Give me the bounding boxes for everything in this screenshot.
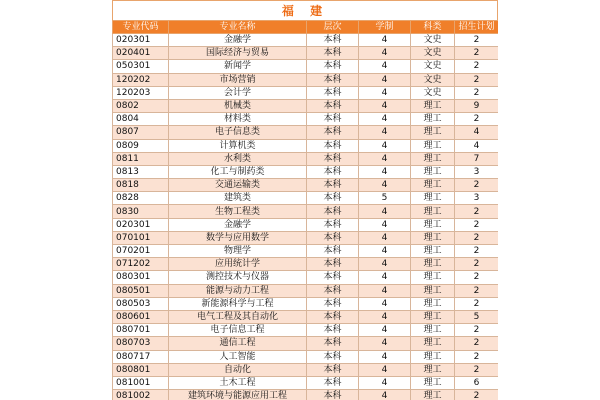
cell-level: 本科 [307, 47, 359, 60]
cell-duration: 4 [359, 73, 411, 86]
cell-duration: 4 [359, 165, 411, 178]
cell-major-code: 071202 [113, 258, 169, 271]
cell-major-name: 能源与动力工程 [169, 284, 307, 297]
cell-enrollment-plan: 2 [455, 231, 499, 244]
cell-enrollment-plan: 2 [455, 34, 499, 47]
cell-enrollment-plan: 5 [455, 310, 499, 323]
cell-major-name: 交通运输类 [169, 179, 307, 192]
cell-level: 本科 [307, 363, 359, 376]
cell-enrollment-plan: 2 [455, 47, 499, 60]
cell-enrollment-plan: 2 [455, 363, 499, 376]
admission-plan-table [112, 20, 498, 400]
header-duration: 学制 [359, 21, 411, 34]
header-major-name: 专业名称 [169, 21, 307, 34]
table-row [113, 245, 499, 258]
cell-duration: 4 [359, 205, 411, 218]
cell-major-code: 050301 [113, 60, 169, 73]
cell-category: 文史 [411, 60, 455, 73]
cell-category: 文史 [411, 34, 455, 47]
cell-major-code: 080717 [113, 350, 169, 363]
cell-category: 理工 [411, 271, 455, 284]
table-header-row [113, 21, 499, 34]
cell-enrollment-plan: 2 [455, 73, 499, 86]
cell-major-name: 电子信息工程 [169, 324, 307, 337]
cell-level: 本科 [307, 231, 359, 244]
cell-major-name: 人工智能 [169, 350, 307, 363]
cell-category: 理工 [411, 179, 455, 192]
cell-major-name: 测控技术与仪器 [169, 271, 307, 284]
cell-major-name: 通信工程 [169, 337, 307, 350]
cell-major-code: 080301 [113, 271, 169, 284]
cell-major-code: 081001 [113, 376, 169, 389]
cell-category: 理工 [411, 139, 455, 152]
cell-category: 文史 [411, 86, 455, 99]
table-row [113, 139, 499, 152]
cell-enrollment-plan: 2 [455, 60, 499, 73]
table-row [113, 297, 499, 310]
cell-duration: 4 [359, 99, 411, 112]
cell-major-code: 0809 [113, 139, 169, 152]
header-major-code: 专业代码 [113, 21, 169, 34]
table-row [113, 165, 499, 178]
cell-level: 本科 [307, 86, 359, 99]
cell-major-name: 金融学 [169, 218, 307, 231]
cell-major-code: 120203 [113, 86, 169, 99]
cell-major-name: 建筑类 [169, 192, 307, 205]
cell-major-name: 市场营销 [169, 73, 307, 86]
cell-major-code: 080801 [113, 363, 169, 376]
cell-level: 本科 [307, 324, 359, 337]
cell-category: 理工 [411, 126, 455, 139]
table-row [113, 350, 499, 363]
cell-major-code: 0830 [113, 205, 169, 218]
cell-duration: 4 [359, 376, 411, 389]
cell-major-code: 0807 [113, 126, 169, 139]
cell-major-name: 国际经济与贸易 [169, 47, 307, 60]
cell-level: 本科 [307, 350, 359, 363]
cell-level: 本科 [307, 258, 359, 271]
cell-category: 理工 [411, 165, 455, 178]
cell-level: 本科 [307, 284, 359, 297]
table-row [113, 192, 499, 205]
cell-major-name: 水利类 [169, 152, 307, 165]
cell-level: 本科 [307, 113, 359, 126]
cell-level: 本科 [307, 192, 359, 205]
table-row [113, 231, 499, 244]
cell-major-code: 070201 [113, 245, 169, 258]
cell-enrollment-plan: 2 [455, 337, 499, 350]
cell-duration: 4 [359, 47, 411, 60]
cell-major-code: 080703 [113, 337, 169, 350]
cell-category: 理工 [411, 205, 455, 218]
cell-level: 本科 [307, 126, 359, 139]
table-row [113, 86, 499, 99]
cell-major-name: 电子信息类 [169, 126, 307, 139]
cell-category: 理工 [411, 192, 455, 205]
table-row [113, 179, 499, 192]
table-row [113, 324, 499, 337]
cell-enrollment-plan: 3 [455, 165, 499, 178]
table-row [113, 258, 499, 271]
cell-enrollment-plan: 2 [455, 324, 499, 337]
cell-enrollment-plan: 2 [455, 258, 499, 271]
cell-level: 本科 [307, 310, 359, 323]
cell-enrollment-plan: 2 [455, 218, 499, 231]
cell-enrollment-plan: 7 [455, 152, 499, 165]
cell-level: 本科 [307, 73, 359, 86]
cell-enrollment-plan: 2 [455, 205, 499, 218]
cell-enrollment-plan: 2 [455, 245, 499, 258]
cell-major-code: 0811 [113, 152, 169, 165]
table-row [113, 60, 499, 73]
table-row [113, 363, 499, 376]
cell-category: 理工 [411, 324, 455, 337]
cell-major-name: 金融学 [169, 34, 307, 47]
cell-major-code: 070101 [113, 231, 169, 244]
table-row [113, 152, 499, 165]
cell-major-name: 建筑环境与能源应用工程 [169, 390, 307, 400]
cell-enrollment-plan: 3 [455, 192, 499, 205]
table-row [113, 99, 499, 112]
cell-major-name: 新能源科学与工程 [169, 297, 307, 310]
cell-duration: 4 [359, 113, 411, 126]
cell-duration: 4 [359, 337, 411, 350]
cell-duration: 4 [359, 284, 411, 297]
cell-enrollment-plan: 2 [455, 271, 499, 284]
cell-enrollment-plan: 2 [455, 86, 499, 99]
cell-level: 本科 [307, 34, 359, 47]
cell-category: 理工 [411, 245, 455, 258]
cell-major-code: 0813 [113, 165, 169, 178]
cell-duration: 4 [359, 139, 411, 152]
cell-duration: 4 [359, 60, 411, 73]
cell-major-code: 020401 [113, 47, 169, 60]
cell-duration: 4 [359, 179, 411, 192]
cell-major-code: 020301 [113, 218, 169, 231]
sheet-title: 福 建 [112, 0, 498, 20]
table-row [113, 390, 499, 400]
header-category: 科类 [411, 21, 455, 34]
header-level: 层次 [307, 21, 359, 34]
cell-duration: 4 [359, 126, 411, 139]
cell-enrollment-plan: 2 [455, 350, 499, 363]
cell-duration: 4 [359, 271, 411, 284]
cell-level: 本科 [307, 218, 359, 231]
cell-major-code: 020301 [113, 34, 169, 47]
cell-category: 理工 [411, 258, 455, 271]
cell-major-code: 080501 [113, 284, 169, 297]
cell-duration: 4 [359, 324, 411, 337]
cell-category: 文史 [411, 73, 455, 86]
cell-duration: 4 [359, 297, 411, 310]
header-enrollment-plan: 招生计划 [455, 21, 499, 34]
cell-major-code: 080503 [113, 297, 169, 310]
cell-category: 理工 [411, 231, 455, 244]
cell-major-code: 080601 [113, 310, 169, 323]
table-row [113, 376, 499, 389]
cell-category: 理工 [411, 337, 455, 350]
cell-level: 本科 [307, 60, 359, 73]
cell-enrollment-plan: 9 [455, 99, 499, 112]
cell-major-name: 材料类 [169, 113, 307, 126]
cell-enrollment-plan: 4 [455, 139, 499, 152]
cell-major-name: 化工与制药类 [169, 165, 307, 178]
cell-level: 本科 [307, 245, 359, 258]
table-row [113, 218, 499, 231]
table-row [113, 337, 499, 350]
cell-category: 理工 [411, 363, 455, 376]
cell-major-name: 机械类 [169, 99, 307, 112]
cell-major-code: 0828 [113, 192, 169, 205]
cell-major-name: 会计学 [169, 86, 307, 99]
cell-category: 理工 [411, 310, 455, 323]
cell-enrollment-plan: 2 [455, 297, 499, 310]
cell-duration: 4 [359, 152, 411, 165]
cell-enrollment-plan: 2 [455, 113, 499, 126]
cell-duration: 4 [359, 258, 411, 271]
cell-duration: 4 [359, 218, 411, 231]
cell-duration: 4 [359, 231, 411, 244]
cell-major-name: 计算机类 [169, 139, 307, 152]
cell-category: 理工 [411, 350, 455, 363]
cell-major-code: 0804 [113, 113, 169, 126]
table-row [113, 34, 499, 47]
cell-duration: 4 [359, 310, 411, 323]
cell-enrollment-plan: 4 [455, 126, 499, 139]
cell-level: 本科 [307, 271, 359, 284]
cell-major-name: 电气工程及其自动化 [169, 310, 307, 323]
cell-duration: 4 [359, 86, 411, 99]
cell-level: 本科 [307, 390, 359, 400]
cell-enrollment-plan: 2 [455, 284, 499, 297]
cell-duration: 4 [359, 34, 411, 47]
cell-category: 理工 [411, 390, 455, 400]
cell-duration: 4 [359, 245, 411, 258]
cell-enrollment-plan: 6 [455, 376, 499, 389]
cell-category: 理工 [411, 152, 455, 165]
cell-major-name: 土木工程 [169, 376, 307, 389]
cell-major-name: 新闻学 [169, 60, 307, 73]
cell-level: 本科 [307, 139, 359, 152]
admission-plan-sheet [112, 0, 498, 400]
cell-major-code: 080701 [113, 324, 169, 337]
table-row [113, 113, 499, 126]
cell-duration: 5 [359, 192, 411, 205]
cell-duration: 4 [359, 390, 411, 400]
table-row [113, 126, 499, 139]
cell-major-name: 自动化 [169, 363, 307, 376]
cell-category: 理工 [411, 297, 455, 310]
cell-duration: 4 [359, 363, 411, 376]
cell-level: 本科 [307, 99, 359, 112]
table-row [113, 47, 499, 60]
cell-major-name: 数学与应用数学 [169, 231, 307, 244]
cell-level: 本科 [307, 152, 359, 165]
table-row [113, 284, 499, 297]
cell-category: 文史 [411, 47, 455, 60]
cell-major-name: 物理学 [169, 245, 307, 258]
cell-level: 本科 [307, 179, 359, 192]
cell-major-code: 120202 [113, 73, 169, 86]
cell-major-code: 0802 [113, 99, 169, 112]
cell-level: 本科 [307, 337, 359, 350]
cell-major-name: 生物工程类 [169, 205, 307, 218]
cell-level: 本科 [307, 165, 359, 178]
cell-category: 理工 [411, 218, 455, 231]
cell-category: 理工 [411, 284, 455, 297]
table-row [113, 310, 499, 323]
table-row [113, 205, 499, 218]
table-row [113, 73, 499, 86]
cell-enrollment-plan: 2 [455, 179, 499, 192]
cell-level: 本科 [307, 376, 359, 389]
cell-category: 理工 [411, 376, 455, 389]
table-row [113, 271, 499, 284]
cell-duration: 4 [359, 350, 411, 363]
cell-category: 理工 [411, 99, 455, 112]
cell-category: 理工 [411, 113, 455, 126]
cell-major-name: 应用统计学 [169, 258, 307, 271]
cell-major-code: 0818 [113, 179, 169, 192]
cell-level: 本科 [307, 205, 359, 218]
cell-level: 本科 [307, 297, 359, 310]
cell-major-code: 081002 [113, 390, 169, 400]
cell-enrollment-plan: 2 [455, 390, 499, 400]
